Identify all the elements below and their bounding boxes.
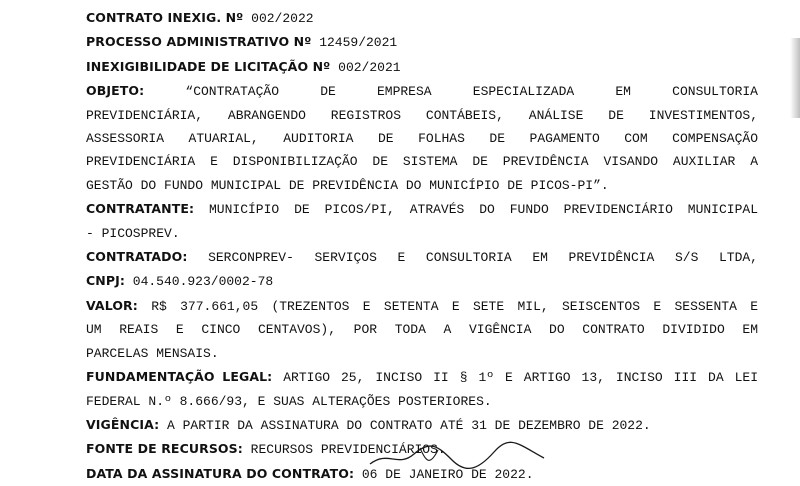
contract-extract	[86, 6, 758, 486]
validity-line	[86, 413, 758, 437]
validity-label: VIGÊNCIA:	[86, 416, 160, 432]
object-text-line: “CONTRATAÇÃO DE EMPRESA ESPECIALIZADA EM CONSULTORIA	[185, 84, 758, 100]
contract-number-label: CONTRATO INEXIG. Nº	[86, 10, 244, 25]
process-number-label: PROCESSO ADMINISTRATIVO Nº	[86, 34, 312, 50]
contracting-party-label: CONTRATANTE:	[86, 201, 195, 217]
legal-basis-text: ARTIGO 25, INCISO II § 1º E ARTIGO 13, INCISO III DA LEI	[283, 370, 758, 386]
cnpj-line	[86, 269, 758, 293]
object-text-line: PREVIDENCIÁRIA, ABRANGENDO REGISTROS CONTÁBEIS, ANÁLISE DE INVESTIMENTOS,	[86, 107, 758, 123]
contracting-party-text: - PICOSPREV.	[86, 225, 180, 241]
bidding-exemption-value: 002/2021	[338, 59, 401, 75]
contract-number-line	[86, 6, 758, 30]
object-text-line: PREVIDENCIÁRIA E DISPONIBILIZAÇÃO DE SISTEMA DE PREVIDÊNCIA VISANDO AUXILIAR A	[86, 154, 758, 170]
contracting-party-text: MUNICÍPIO DE PICOS/PI, ATRAVÉS DO FUNDO PREVIDENCIÁRIO MUNICIPAL	[208, 202, 758, 218]
bidding-exemption-line	[86, 55, 758, 79]
object-line-5	[86, 174, 758, 197]
object-text-line: GESTÃO DO FUNDO MUNICIPAL DE PREVIDÊNCIA DO MUNICÍPIO DE PICOS-PI”.	[86, 177, 609, 193]
legal-basis-label: FUNDAMENTAÇÃO LEGAL:	[86, 369, 273, 385]
value-text-line: R$ 377.661,05 (TREZENTOS E SETENTA E SETE MIL, SEISCENTOS E SESSENTA E	[151, 298, 758, 314]
process-number-value: 12459/2021	[319, 35, 398, 51]
process-number-line	[86, 30, 758, 54]
contractor-line	[86, 245, 758, 269]
object-line-1	[86, 79, 758, 103]
object-line-2	[86, 104, 758, 127]
cnpj-label: CNPJ:	[86, 273, 125, 289]
bidding-exemption-label: INEXIGIBILIDADE DE LICITAÇÃO Nº	[86, 58, 331, 74]
signature-date-value: 06 DE JANEIRO DE 2022.	[361, 466, 534, 482]
object-label: OBJETO:	[86, 83, 145, 99]
value-text-line: UM REAIS E CINCO CENTAVOS), POR TODA A VIGÊNCIA DO CONTRATO DIVIDIDO EM	[86, 322, 758, 338]
object-text-line: ASSESSORIA ATUARIAL, AUDITORIA DE FOLHAS DE PAGAMENTO COM COMPENSAÇÃO	[86, 131, 758, 147]
signature-date-label: DATA DA ASSINATURA DO CONTRATO:	[86, 465, 355, 481]
funding-source-label: FONTE DE RECURSOS:	[86, 441, 243, 457]
cnpj-value: 04.540.923/0002-78	[132, 274, 274, 290]
value-line-3	[86, 342, 758, 365]
value-line-1	[86, 294, 758, 318]
legal-basis-text: FEDERAL N.º 8.666/93, E SUAS ALTERAÇÕES POSTERIORES.	[86, 393, 492, 409]
funding-source-line	[86, 437, 758, 461]
contract-number-value: 002/2022	[251, 11, 314, 26]
contractor-value: SERCONPREV- SERVIÇOS E CONSULTORIA EM PREVIDÊNCIA S/S LTDA,	[208, 250, 758, 266]
validity-value: A PARTIR DA ASSINATURA DO CONTRATO ATÉ 31 DE DEZEMBRO DE 2022.	[167, 417, 651, 433]
funding-source-value: RECURSOS PREVIDENCIÁRIOS.	[250, 442, 446, 458]
legal-basis-line-1	[86, 365, 758, 389]
scan-shadow	[790, 38, 800, 118]
contracting-party-line-1	[86, 197, 758, 221]
value-label: VALOR:	[86, 297, 138, 313]
contractor-label: CONTRATADO:	[86, 249, 188, 265]
legal-basis-line-2	[86, 390, 758, 413]
value-text-line: PARCELAS MENSAIS.	[86, 345, 219, 361]
value-line-2	[86, 318, 758, 341]
object-line-4	[86, 150, 758, 173]
signature-date-line	[86, 462, 758, 486]
contracting-party-line-2	[86, 222, 758, 245]
object-line-3	[86, 127, 758, 150]
